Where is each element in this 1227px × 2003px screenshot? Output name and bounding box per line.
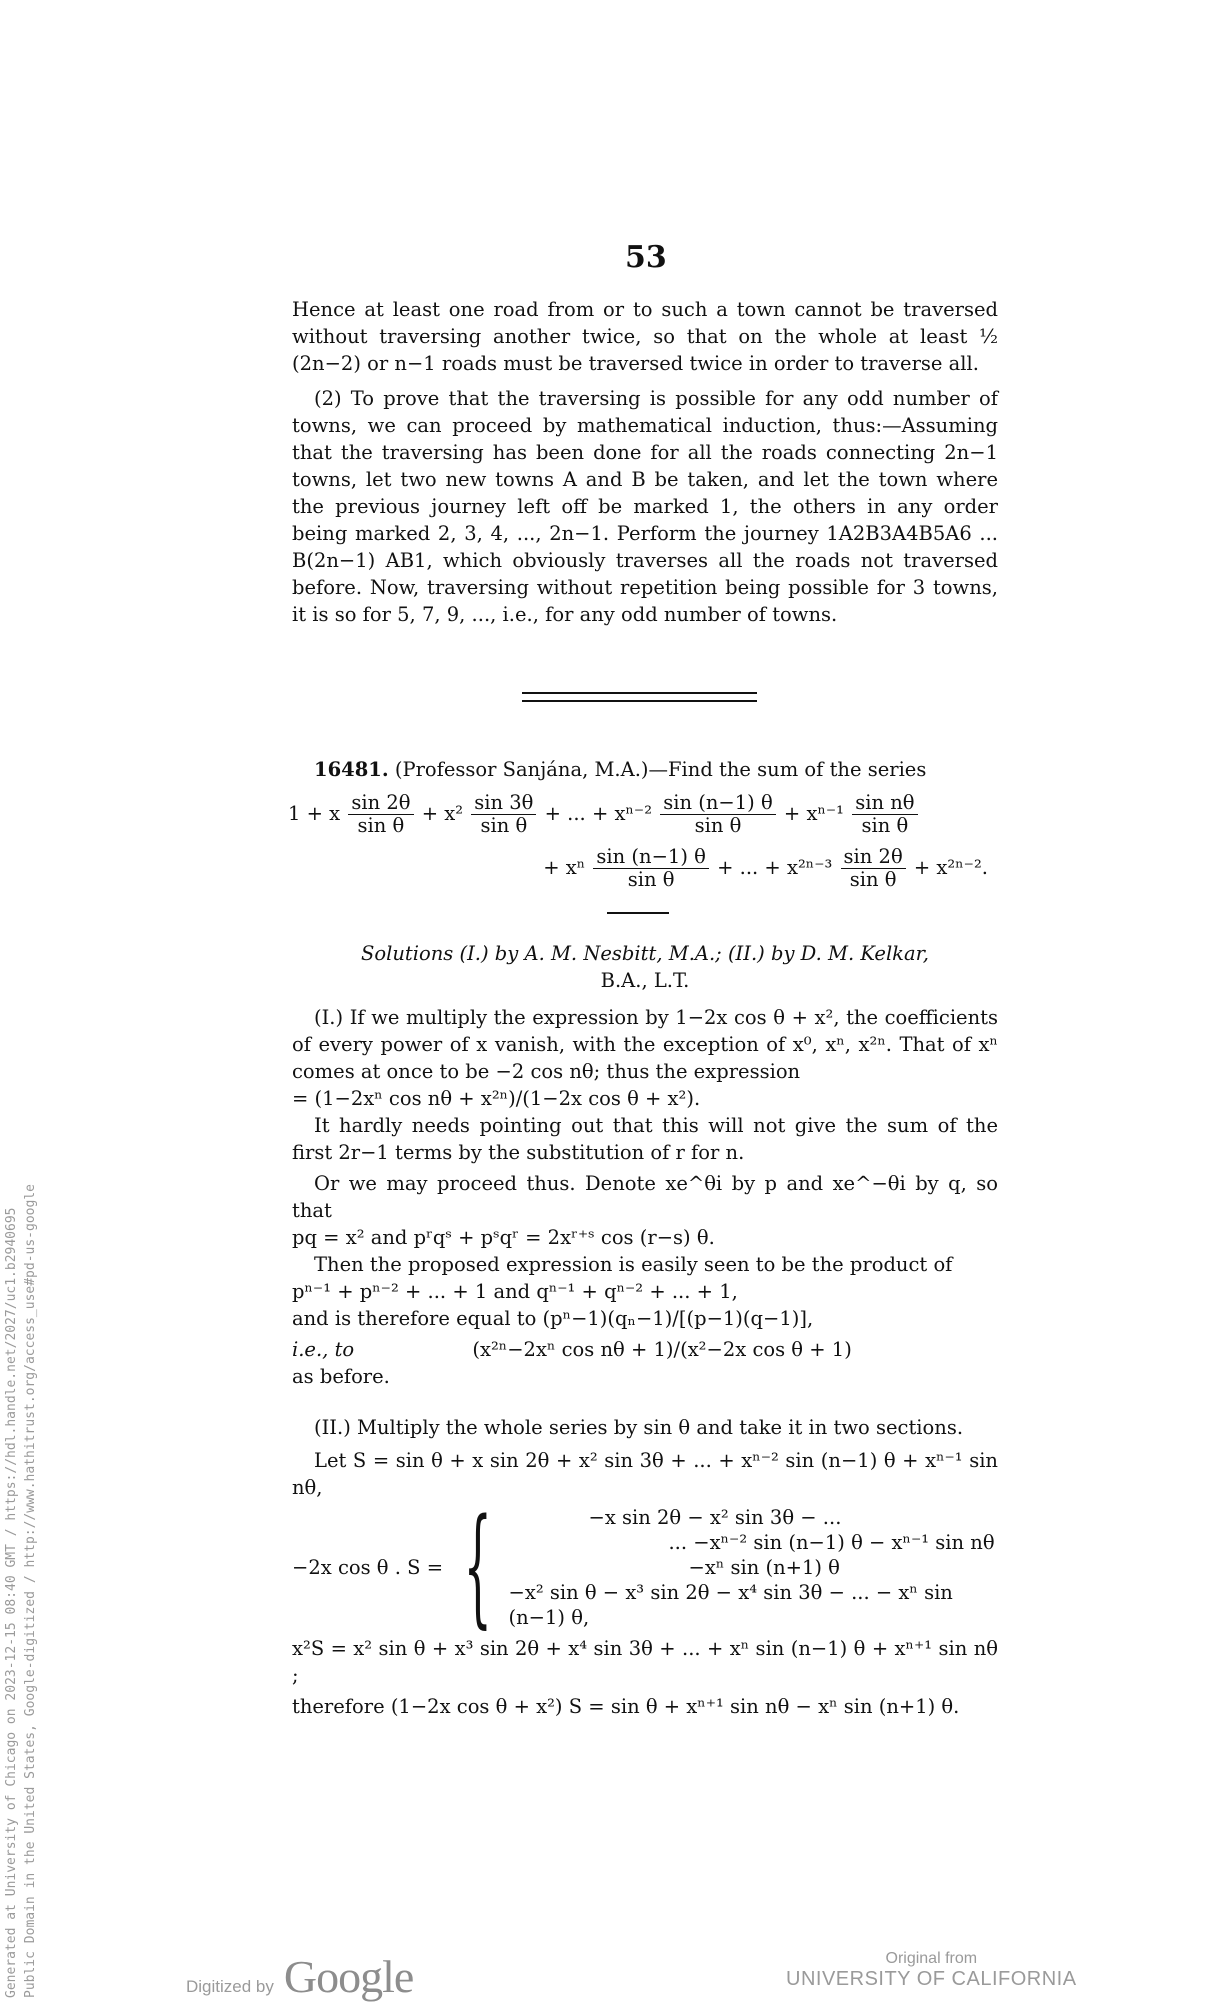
original-from (786, 1950, 1077, 1991)
frac-num: sin 3θ (471, 792, 536, 815)
frac-den: sin θ (694, 814, 742, 837)
sol1-para-4: Then the proposed expression is easily seen to be the product of (314, 1253, 953, 1276)
margin-watermark (2, 1184, 40, 1998)
frac-num: sin (n−1) θ (660, 792, 775, 815)
frac-num: sin (n−1) θ (593, 846, 708, 869)
series-line-1 (288, 792, 1000, 837)
frac-den: sin θ (861, 814, 909, 837)
left-brace-icon: { (463, 1492, 493, 1641)
frac-num: sin 2θ (348, 792, 413, 815)
paragraph-1: Hence at least one road from or to such a town cannot be traversed without traversing another twice, so that on the whole at least ½ (2n−2) or n−1 roads must be traversed twice in order to traverse all. (292, 298, 998, 375)
series-lead-2: + x² (421, 802, 464, 825)
brace-line-1: −x sin 2θ − x² sin 3θ − ... (588, 1505, 842, 1529)
section-divider (522, 692, 757, 702)
sol1-eq-1: = (1−2xⁿ cos nθ + x²ⁿ)/(1−2x cos θ + x²). (292, 1087, 701, 1110)
brace-line-2: ... −xⁿ⁻² sin (n−1) θ − xⁿ⁻¹ sin nθ (668, 1530, 995, 1554)
frac-den: sin θ (357, 814, 405, 837)
problem-statement: —Find the sum of the series (648, 758, 927, 781)
brace-lines (508, 1505, 998, 1630)
frac-num: sin 2θ (841, 846, 906, 869)
series-line-2 (288, 846, 988, 891)
sol1-para-7: as before. (292, 1365, 390, 1388)
series-lead-4: + xⁿ⁻¹ (783, 802, 845, 825)
fraction-sin3 (471, 792, 536, 837)
digitized-by-label: Digitized by (186, 1977, 274, 1996)
series-lead-5: + xⁿ (543, 856, 586, 879)
solutions-heading-line1: Solutions (I.) by A. M. Nesbitt, M.A.; (II.) by D. M. Kelkar, (361, 942, 929, 965)
sol2-therefore-line: therefore (1−2x cos θ + x²) S = sin θ + xⁿ⁺¹ sin nθ − xⁿ sin (n+1) θ. (292, 1695, 960, 1718)
problem-number: 16481. (314, 758, 389, 781)
margin-watermark-line1: Generated at University of Chicago on 2023-12-15 08:40 GMT / https://hdl.handle.net/2027/uc1.b2940695 (4, 1207, 19, 1998)
frac-den: sin θ (849, 868, 897, 891)
sol1-para-6 (292, 1336, 998, 1363)
problem-heading (292, 756, 998, 783)
frac-num: sin nθ (852, 792, 917, 815)
brace-line-3: −xⁿ sin (n+1) θ (688, 1555, 840, 1579)
google-logo: Google (283, 1951, 414, 2002)
original-from-label: Original from (885, 1950, 978, 1967)
frac-den: sin θ (480, 814, 528, 837)
problem-author: (Professor Sanjána, M.A.) (394, 758, 649, 781)
sol1-para-1: (I.) If we multiply the expression by 1−2x cos θ + x², the coefficients of every power of x vanish, with the exception of x⁰, xⁿ, x²ⁿ. That of xⁿ comes at once to be −2 cos nθ; thus the expression (292, 1006, 998, 1083)
series-lead-6: + ... + x²ⁿ⁻³ (717, 856, 833, 879)
sol2-x2s-line: x²S = x² sin θ + x³ sin 2θ + x⁴ sin 3θ + ... + xⁿ sin (n−1) θ + xⁿ⁺¹ sin nθ ; (292, 1637, 998, 1687)
sol1-ie-label: i.e., to (292, 1338, 355, 1361)
fraction-sin-n-1-b (593, 846, 708, 891)
sol2-para-1: (II.) Multiply the whole series by sin θ and take it in two sections. (314, 1416, 964, 1439)
series-lead-1: 1 + x (288, 802, 341, 825)
fraction-sin2 (348, 792, 413, 837)
series-lead-3: + ... + xⁿ⁻² (544, 802, 653, 825)
solution-2 (292, 1414, 998, 1720)
sol1-para-3: Or we may proceed thus. Denote xe^θi by p and xe^−θi by q, so that (292, 1172, 998, 1222)
sol1-para-2: It hardly needs pointing out that this will not give the sum of the first 2r−1 terms by the substitution of r for n. (292, 1114, 998, 1164)
university-label: UNIVERSITY OF CALIFORNIA (786, 1968, 1077, 1990)
fraction-sin-n-1 (660, 792, 775, 837)
brace-line-4: −x² sin θ − x³ sin 2θ − x⁴ sin 3θ − ... − xⁿ sin (n−1) θ, (508, 1580, 953, 1629)
sol1-ie-eq: (x²ⁿ−2xⁿ cos nθ + 1)/(x²−2x cos θ + 1) (472, 1338, 852, 1361)
sol1-eq-3: pⁿ⁻¹ + pⁿ⁻² + ... + 1 and qⁿ⁻¹ + qⁿ⁻² + ... + 1, (292, 1280, 738, 1303)
frac-den: sin θ (627, 868, 675, 891)
paragraph-2: (2) To prove that the traversing is possible for any odd number of towns, we can proceed by mathematical induction, thus:—Assuming that the traversing has been done for all the roads connecting 2n−1 towns, let two new towns A and B be taken, and let the town where the previous journey left off be marked 1, the others in any order being marked 2, 3, 4, ..., 2n−1. Perform the journey 1A2B3A4B5A6 ... B(2n−1) AB1, which obviously traverses all the roads not traversed before. Now, traversing without repetition being possible for 3 towns, it is so for 5, 7, 9, ..., i.e., for any odd number of towns. (292, 387, 998, 626)
sol1-eq-2: pq = x² and pʳqˢ + pˢqʳ = 2xʳ⁺ˢ cos (r−s) θ. (292, 1226, 715, 1249)
solutions-heading-line2: B.A., L.T. (600, 969, 690, 992)
fraction-sin-n (852, 792, 917, 837)
brace-lhs: −2x cos θ . S = (292, 1555, 444, 1579)
fraction-sin2-b (841, 846, 906, 891)
continuation-block (292, 296, 998, 628)
solutions-heading (292, 940, 998, 994)
solution-1 (292, 1004, 998, 1390)
short-rule (607, 912, 669, 914)
brace-expression (292, 1492, 998, 1641)
digitized-by-google (186, 1950, 413, 2003)
sol2-let-line: Let S = sin θ + x sin 2θ + x² sin 3θ + ... + xⁿ⁻² sin (n−1) θ + xⁿ⁻¹ sin nθ, (292, 1449, 998, 1499)
sol1-para-5: and is therefore equal to (pⁿ−1)(qₙ−1)/[(p−1)(q−1)], (292, 1307, 814, 1330)
page-number: 53 (625, 240, 667, 275)
series-tail: + x²ⁿ⁻². (913, 856, 988, 879)
margin-watermark-line2: Public Domain in the United States, Google-digitized / http://www.hathitrust.org/access_use#pd-us-google (23, 1184, 38, 1998)
